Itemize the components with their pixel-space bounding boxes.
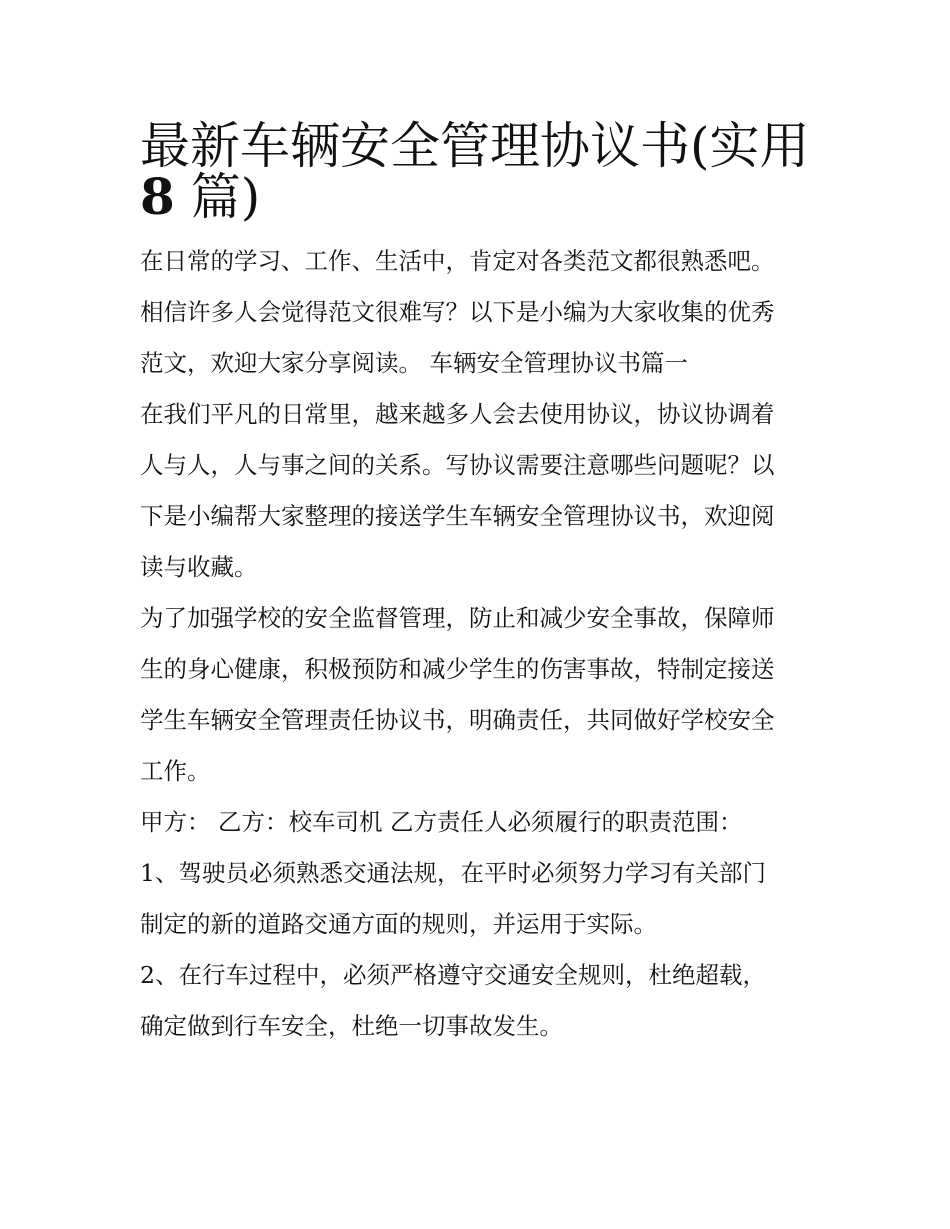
paragraph-line: 生的身心健康，积极预防和减少学生的伤害事故，特制定接送: [140, 655, 775, 683]
paragraph-purpose: [140, 593, 820, 797]
document-content: [140, 112, 820, 1052]
paragraph-line: 工作。: [140, 757, 211, 785]
paragraph-line: 学生车辆安全管理责任协议书，明确责任，共同做好学校安全: [140, 706, 775, 734]
paragraph-line: 确定做到行车安全，杜绝一切事故发生。: [140, 1012, 563, 1040]
paragraph-agreement-usage: [140, 389, 820, 593]
paragraph-line: 2、在行车过程中，必须严格遵守交通安全规则，杜绝超载，: [140, 961, 766, 989]
paragraph-line: 甲方： 乙方：校车司机 乙方责任人必须履行的职责范围：: [140, 808, 743, 836]
document-title: [140, 112, 820, 226]
paragraph-line: 在我们平凡的日常里，越来越多人会去使用协议，协议协调着: [140, 400, 775, 428]
paragraph-intro: [140, 236, 820, 389]
paragraph-line: 下是小编帮大家整理的接送学生车辆安全管理协议书，欢迎阅: [140, 502, 775, 530]
paragraph-line: 人与人，人与事之间的关系。写协议需要注意哪些问题呢？以: [140, 451, 775, 479]
paragraph-line: 1、驾驶员必须熟悉交通法规，在平时必须努力学习有关部门: [140, 859, 766, 887]
paragraph-line: 为了加强学校的安全监督管理，防止和减少安全事故，保障师: [140, 604, 775, 632]
paragraph-clause-2: [140, 950, 820, 1052]
paragraph-clause-1: [140, 848, 820, 950]
paragraph-line: 相信许多人会觉得范文很难写？以下是小编为大家收集的优秀: [140, 298, 775, 326]
paragraph-line: 制定的新的道路交通方面的规则，并运用于实际。: [140, 910, 657, 938]
paragraph-line: 在日常的学习、工作、生活中，肯定对各类范文都很熟悉吧。: [140, 247, 775, 275]
paragraph-line: 读与收藏。: [140, 553, 258, 581]
title-line-1: 最新车辆安全管理协议书(实用: [140, 117, 810, 175]
paragraph-parties: [140, 797, 820, 848]
paragraph-line: 范文，欢迎大家分享阅读。 车辆安全管理协议书篇一: [140, 349, 688, 377]
title-suffix: 篇): [174, 168, 261, 226]
document-body: [140, 236, 820, 1052]
title-number: 8: [140, 167, 175, 226]
